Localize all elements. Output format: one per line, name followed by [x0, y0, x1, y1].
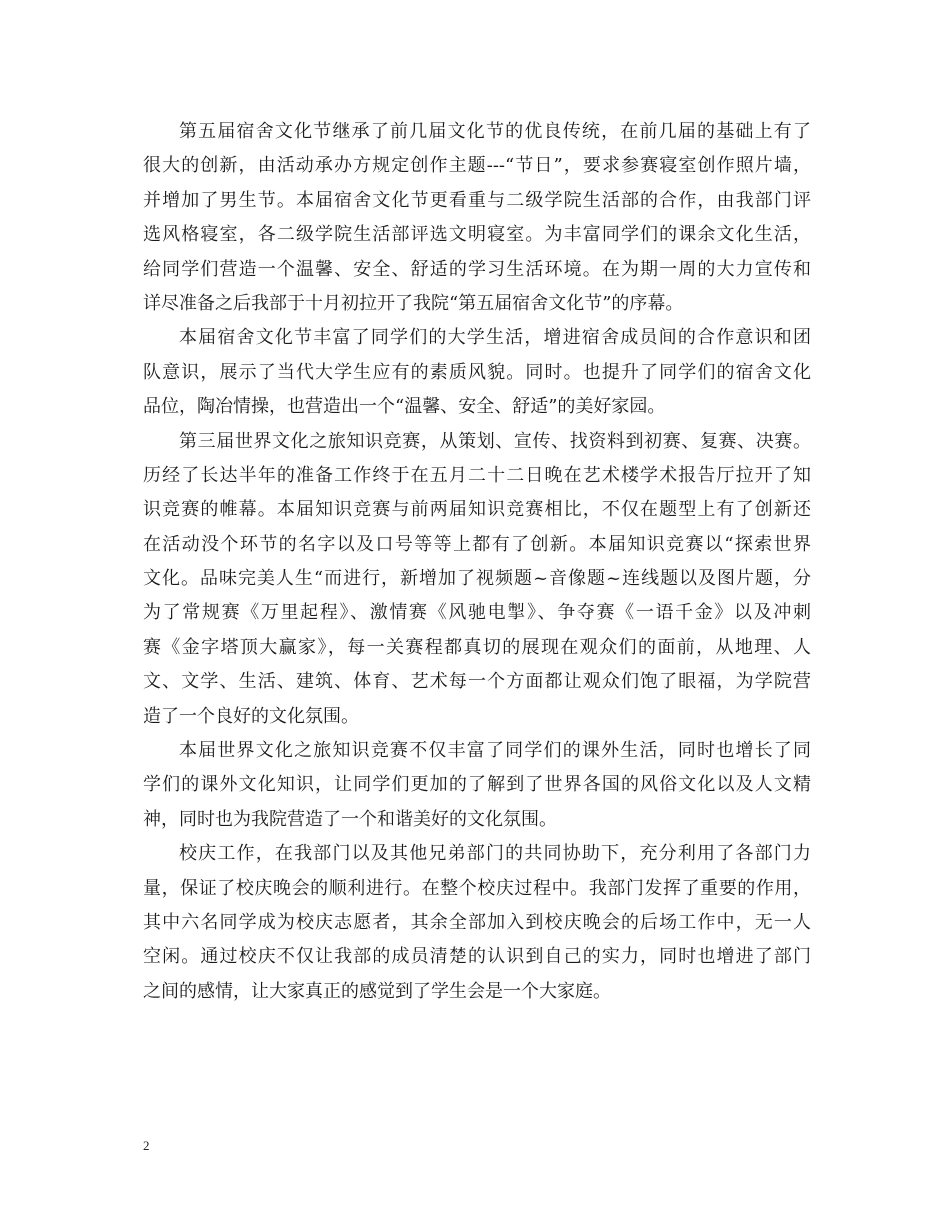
- paragraph-knowledge-contest: [143, 425, 811, 735]
- paragraph-line: 为了常规赛《万里起程》、激情赛《风驰电掣》、争夺赛《一语千金》以及冲刺: [143, 602, 811, 624]
- paragraph-line: 在活动没个环节的名字以及口号等等上都有了创新。本届知识竞赛以“探索世界: [143, 533, 811, 555]
- paragraph-line: 赛《金字塔顶大赢家》，每一关赛程都真切的展现在观众们的面前，从地理、人: [143, 636, 811, 658]
- paragraph-line: 并增加了男生节。本届宿舍文化节更看重与二级学院生活部的合作，由我部门评: [143, 189, 811, 211]
- paragraph-line: 选风格寝室，各二级学院生活部评选文明寝室。为丰富同学们的课余文化生活，: [143, 224, 811, 246]
- paragraph-line: 第五届宿舍文化节继承了前几届文化节的优良传统，在前几届的基础上有了: [179, 121, 811, 142]
- paragraph-line: 造了一个良好的文化氛围。: [143, 705, 359, 727]
- paragraph-line: 第三届世界文化之旅知识竞赛，从策划、宣传、找资料到初赛、复赛、决赛。: [179, 430, 811, 452]
- paragraph-anniversary: [143, 837, 811, 1009]
- paragraph-line: 识竞赛的帷幕。本届知识竞赛与前两届知识竞赛相比，不仅在题型上有了创新还: [143, 499, 811, 521]
- paragraph-line: 很大的创新，由活动承办方规定创作主题---“节日”，要求参赛寝室创作照片墙，: [143, 155, 811, 177]
- paragraph-line: 本届宿舍文化节丰富了同学们的大学生活，增进宿舍成员间的合作意识和团: [179, 327, 811, 349]
- paragraph-line: 本届世界文化之旅知识竞赛不仅丰富了同学们的课外生活，同时也增长了同: [179, 740, 811, 762]
- paragraph-line: 给同学们营造一个温馨、安全、舒适的学习生活环境。在为期一周的大力宣传和: [143, 258, 811, 280]
- paragraph-line: 文、文学、生活、建筑、体育、艺术每一个方面都让观众们饱了眼福，为学院营: [143, 671, 811, 693]
- paragraph-knowledge-contest-summary: [143, 734, 811, 837]
- paragraph-dorm-festival: [143, 115, 811, 321]
- paragraph-line: 队意识，展示了当代大学生应有的素质风貌。同时。也提升了同学们的宿舍文化: [143, 361, 811, 383]
- paragraph-line: 学们的课外文化知识，让同学们更加的了解到了世界各国的风俗文化以及人文精: [143, 774, 811, 796]
- paragraph-line: 文化。品味完美人生“而进行，新增加了视频题~音像题~连线题以及图片题，分: [143, 568, 811, 590]
- paragraph-line: 详尽准备之后我部于十月初拉开了我院“第五届宿舍文化节”的序幕。: [143, 292, 684, 314]
- paragraph-line: 量，保证了校庆晚会的顺利进行。在整个校庆过程中。我部门发挥了重要的作用，: [143, 877, 811, 899]
- paragraph-line: 品位，陶冶情操，也营造出一个“温馨、安全、舒适”的美好家园。: [143, 396, 666, 418]
- page-number: 2: [143, 1138, 150, 1153]
- paragraph-dorm-festival-summary: [143, 321, 811, 424]
- paragraph-line: 校庆工作，在我部门以及其他兄弟部门的共同协助下，充分利用了各部门力: [179, 843, 811, 865]
- paragraph-line: 之间的感情，让大家真正的感觉到了学生会是一个大家庭。: [143, 980, 611, 1002]
- paragraph-line: 神，同时也为我院营造了一个和谐美好的文化氛围。: [143, 808, 557, 830]
- document-body: [143, 115, 811, 1009]
- paragraph-line: 空闲。通过校庆不仅让我部的成员清楚的认识到自己的实力，同时也增进了部门: [143, 946, 811, 968]
- paragraph-line: 历经了长达半年的准备工作终于在五月二十二日晚在艺术楼学术报告厅拉开了知: [143, 464, 811, 486]
- paragraph-line: 其中六名同学成为校庆志愿者，其余全部加入到校庆晚会的后场工作中，无一人: [143, 911, 811, 933]
